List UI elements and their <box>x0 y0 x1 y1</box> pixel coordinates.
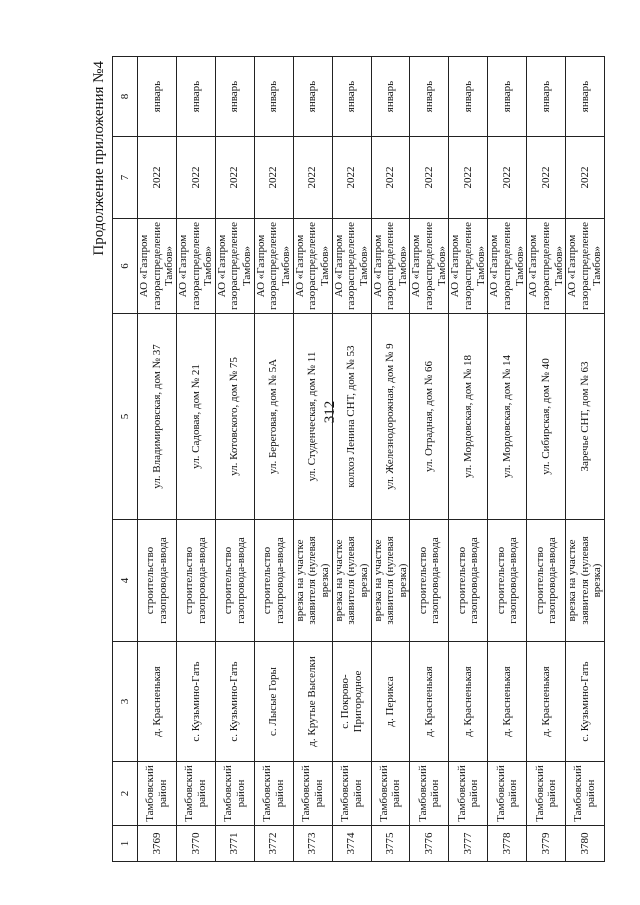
cell-year: 2022 <box>254 137 293 219</box>
cell-address: ул. Мордовская, дом № 14 <box>488 314 527 520</box>
table-row <box>449 57 488 862</box>
cell-address: ул. Отрадная, дом № 66 <box>410 314 449 520</box>
table-row <box>254 57 293 862</box>
cell-year: 2022 <box>176 137 215 219</box>
cell-address: ул. Железнодорожная, дом № 9 <box>371 314 410 520</box>
cell-settlement: с. Лысые Горы <box>254 642 293 762</box>
column-header-1: 1 <box>113 826 138 862</box>
table-row <box>527 57 566 862</box>
cell-address: ул. Владимировская, дом № 37 <box>138 314 177 520</box>
cell-year: 2022 <box>410 137 449 219</box>
cell-organization: АО «Газпром газораспределение Тамбов» <box>566 219 605 314</box>
cell-settlement: д. Красненькая <box>138 642 177 762</box>
cell-settlement: д. Красненькая <box>527 642 566 762</box>
table-row <box>215 57 254 862</box>
cell-organization: АО «Газпром газораспределение Тамбов» <box>176 219 215 314</box>
cell-address: ул. Береговая, дом № 5А <box>254 314 293 520</box>
column-header-2: 2 <box>113 762 138 826</box>
cell-month: январь <box>293 57 332 137</box>
cell-year: 2022 <box>488 137 527 219</box>
cell-work-type: строительство газопровода-ввода <box>527 520 566 642</box>
cell-work-type: врезка на участке заявителя (нулевая врезка) <box>293 520 332 642</box>
cell-organization: АО «Газпром газораспределение Тамбов» <box>449 219 488 314</box>
column-header-5: 5 <box>113 314 138 520</box>
cell-district: Тамбовский район <box>138 762 177 826</box>
cell-work-type: строительство газопровода-ввода <box>215 520 254 642</box>
cell-organization: АО «Газпром газораспределение Тамбов» <box>410 219 449 314</box>
cell-month: январь <box>176 57 215 137</box>
column-header-4: 4 <box>113 520 138 642</box>
header-row <box>113 57 138 862</box>
table-row <box>371 57 410 862</box>
cell-settlement: с. Кузьмино-Гать <box>215 642 254 762</box>
cell-organization: АО «Газпром газораспределение Тамбов» <box>138 219 177 314</box>
cell-settlement: д. Перикса <box>371 642 410 762</box>
cell-work-type: строительство газопровода-ввода <box>254 520 293 642</box>
cell-month: январь <box>332 57 371 137</box>
cell-row-number: 3779 <box>527 826 566 862</box>
cell-row-number: 3769 <box>138 826 177 862</box>
cell-work-type: строительство газопровода-ввода <box>176 520 215 642</box>
cell-year: 2022 <box>371 137 410 219</box>
cell-year: 2022 <box>527 137 566 219</box>
cell-row-number: 3777 <box>449 826 488 862</box>
cell-district: Тамбовский район <box>332 762 371 826</box>
table-row <box>410 57 449 862</box>
cell-settlement: д. Крутые Выселки <box>293 642 332 762</box>
column-header-7: 7 <box>113 137 138 219</box>
cell-row-number: 3778 <box>488 826 527 862</box>
cell-organization: АО «Газпром газораспределение Тамбов» <box>371 219 410 314</box>
column-header-3: 3 <box>113 642 138 762</box>
cell-work-type: врезка на участке заявителя (нулевая врезка) <box>332 520 371 642</box>
cell-organization: АО «Газпром газораспределение Тамбов» <box>254 219 293 314</box>
cell-year: 2022 <box>332 137 371 219</box>
cell-address: ул. Мордовская, дом № 18 <box>449 314 488 520</box>
cell-district: Тамбовский район <box>410 762 449 826</box>
cell-district: Тамбовский район <box>293 762 332 826</box>
cell-row-number: 3772 <box>254 826 293 862</box>
cell-work-type: врезка на участке заявителя (нулевая врезка) <box>566 520 605 642</box>
table-row <box>176 57 215 862</box>
cell-settlement: с. Кузьмино-Гать <box>176 642 215 762</box>
cell-address: Заречье СНТ, дом № 63 <box>566 314 605 520</box>
cell-settlement: д. Красненькая <box>410 642 449 762</box>
cell-settlement: д. Красненькая <box>488 642 527 762</box>
cell-district: Тамбовский район <box>371 762 410 826</box>
cell-row-number: 3771 <box>215 826 254 862</box>
cell-row-number: 3773 <box>293 826 332 862</box>
cell-work-type: строительство газопровода-ввода <box>488 520 527 642</box>
page-number: 312 <box>322 400 338 424</box>
cell-year: 2022 <box>449 137 488 219</box>
cell-settlement: с. Кузьмино-Гать <box>566 642 605 762</box>
data-table <box>112 56 605 862</box>
cell-work-type: врезка на участке заявителя (нулевая врезка) <box>371 520 410 642</box>
cell-address: ул. Садовая, дом № 21 <box>176 314 215 520</box>
cell-settlement: д. Красненькая <box>449 642 488 762</box>
cell-month: январь <box>488 57 527 137</box>
cell-address: ул. Котовского, дом № 75 <box>215 314 254 520</box>
table-row <box>293 57 332 862</box>
cell-settlement: с. Покрово-Пригородное <box>332 642 371 762</box>
column-header-6: 6 <box>113 219 138 314</box>
cell-row-number: 3770 <box>176 826 215 862</box>
cell-row-number: 3780 <box>566 826 605 862</box>
table-body <box>138 57 605 862</box>
cell-row-number: 3775 <box>371 826 410 862</box>
cell-work-type: строительство газопровода-ввода <box>138 520 177 642</box>
cell-month: январь <box>410 57 449 137</box>
rotated-table-page <box>86 57 604 862</box>
cell-year: 2022 <box>566 137 605 219</box>
cell-district: Тамбовский район <box>215 762 254 826</box>
cell-address: ул. Студенческая, дом № 11 <box>293 314 332 520</box>
cell-organization: АО «Газпром газораспределение Тамбов» <box>488 219 527 314</box>
cell-row-number: 3774 <box>332 826 371 862</box>
cell-row-number: 3776 <box>410 826 449 862</box>
cell-year: 2022 <box>293 137 332 219</box>
cell-month: январь <box>449 57 488 137</box>
cell-address: колхоз Ленина СНТ, дом № 53 <box>332 314 371 520</box>
table-row <box>566 57 605 862</box>
cell-district: Тамбовский район <box>254 762 293 826</box>
cell-district: Тамбовский район <box>488 762 527 826</box>
cell-month: январь <box>138 57 177 137</box>
cell-organization: АО «Газпром газораспределение Тамбов» <box>293 219 332 314</box>
cell-work-type: строительство газопровода-ввода <box>410 520 449 642</box>
table-row <box>138 57 177 862</box>
column-header-8: 8 <box>113 57 138 137</box>
cell-organization: АО «Газпром газораспределение Тамбов» <box>215 219 254 314</box>
cell-district: Тамбовский район <box>566 762 605 826</box>
cell-district: Тамбовский район <box>527 762 566 826</box>
appendix-subtitle: Продолжение приложения №4 <box>91 61 107 256</box>
table-row <box>332 57 371 862</box>
cell-organization: АО «Газпром газораспределение Тамбов» <box>332 219 371 314</box>
cell-district: Тамбовский район <box>176 762 215 826</box>
cell-work-type: строительство газопровода-ввода <box>449 520 488 642</box>
table-row <box>488 57 527 862</box>
cell-address: ул. Сибирская, дом № 40 <box>527 314 566 520</box>
cell-district: Тамбовский район <box>449 762 488 826</box>
cell-month: январь <box>215 57 254 137</box>
cell-year: 2022 <box>138 137 177 219</box>
cell-month: январь <box>254 57 293 137</box>
cell-month: январь <box>371 57 410 137</box>
cell-month: январь <box>566 57 605 137</box>
cell-organization: АО «Газпром газораспределение Тамбов» <box>527 219 566 314</box>
cell-year: 2022 <box>215 137 254 219</box>
cell-month: январь <box>527 57 566 137</box>
